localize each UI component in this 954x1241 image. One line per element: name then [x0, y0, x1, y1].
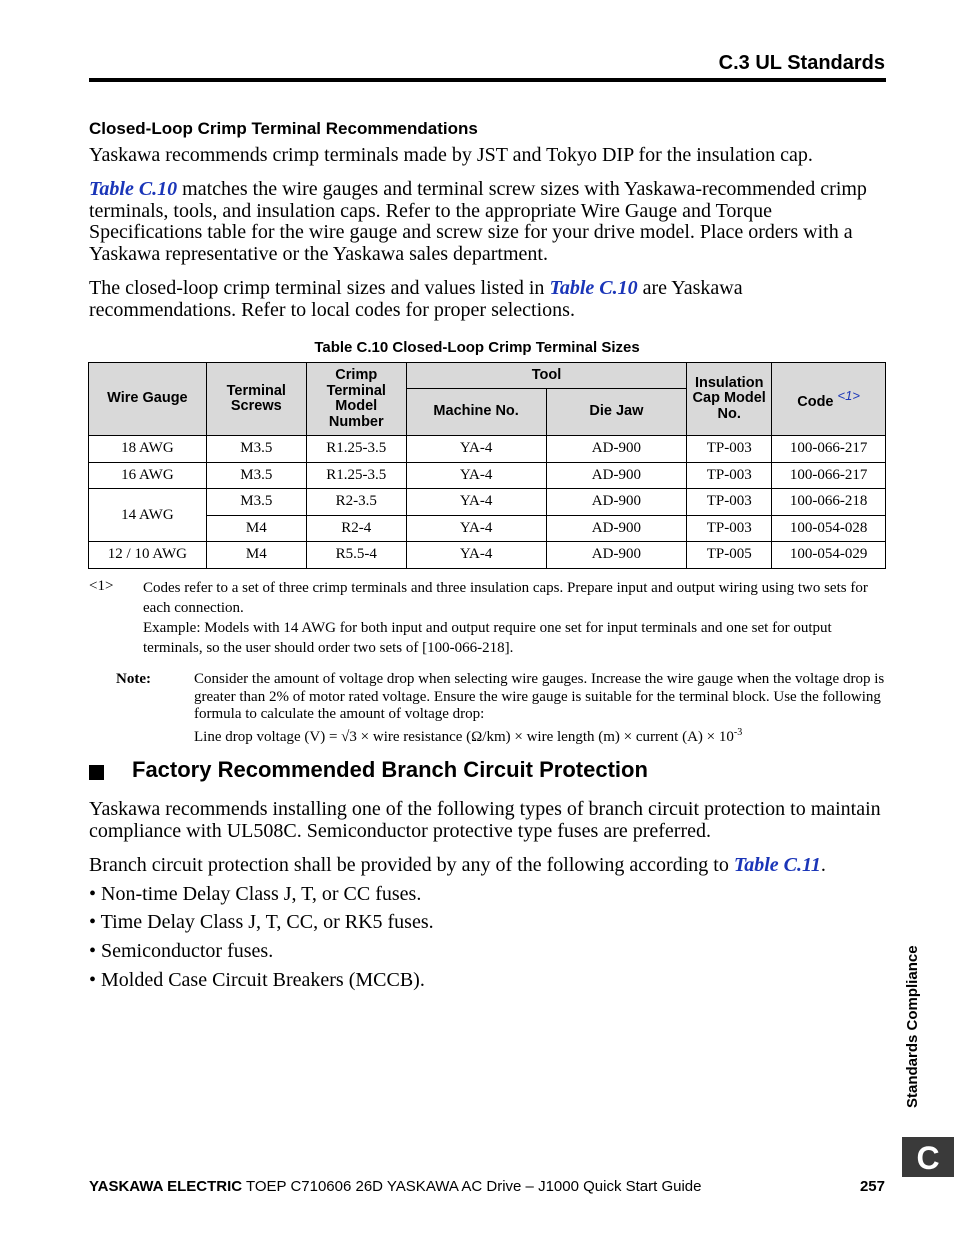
cell-cap: TP-003 — [687, 515, 772, 542]
footer-doc: TOEP C710606 26D YASKAWA AC Drive – J1000 Quick Start Guide — [242, 1178, 702, 1195]
page-header-title: C.3 UL Standards — [718, 52, 885, 74]
header-die-jaw: Die Jaw — [546, 389, 687, 436]
list-item: • Semiconductor fuses. — [89, 940, 274, 962]
footer-document-info — [89, 1178, 701, 1195]
cell-machine: YA-4 — [406, 515, 546, 542]
note-label: Note: — [116, 671, 151, 687]
chapter-tab[interactable]: C — [902, 1137, 954, 1177]
note-body: Consider the amount of voltage drop when selecting wire gauges. Increase the wire gauge when the voltage drop is greater than 2% of motor rated voltage. Ensure the wire gauge is suitable for the terminal block. Use the following formula to calculate the amount of voltage drop: — [194, 671, 885, 722]
list-item: • Non-time Delay Class J, T, or CC fuses. — [89, 883, 422, 905]
table-reference-paragraph — [89, 179, 889, 265]
header-wire-gauge: Wire Gauge — [89, 363, 207, 436]
section-heading: Closed-Loop Crimp Terminal Recommendations — [89, 119, 478, 138]
cell-crimp: R5.5-4 — [306, 542, 406, 569]
cell-machine: YA-4 — [406, 462, 546, 489]
cell-die: AD-900 — [546, 489, 687, 516]
recommendation-paragraph — [89, 278, 889, 321]
header-machine-no: Machine No. — [406, 389, 546, 436]
cell-cap: TP-003 — [687, 462, 772, 489]
footnote-text: Codes refer to a set of three crimp terminals and three insulation caps. Prepare input and output wiring using two sets for each connection. — [143, 580, 868, 616]
cell-die: AD-900 — [546, 542, 687, 569]
paragraph-text: Branch circuit protection shall be provided by any of the following according to — [89, 854, 734, 876]
list-item: • Time Delay Class J, T, CC, or RK5 fuses. — [89, 911, 434, 933]
cell-die: AD-900 — [546, 436, 687, 463]
header-terminal-screws: Terminal Screws — [206, 363, 306, 436]
formula-text: 3 × wire resistance (Ω/km) × wire length (m) × current (A) × 10 — [349, 728, 734, 745]
cell-cap: TP-003 — [687, 489, 772, 516]
section-square-bullet-icon — [89, 765, 104, 780]
sqrt-symbol: √ — [341, 728, 350, 745]
cell-gauge: 18 AWG — [89, 436, 207, 463]
cell-cap: TP-003 — [687, 436, 772, 463]
intro-paragraph: Yaskawa recommends crimp terminals made by JST and Tokyo DIP for the insulation cap. — [89, 144, 813, 166]
section2-heading: Factory Recommended Branch Circuit Protection — [132, 757, 648, 782]
branch-protection-reference — [89, 855, 889, 877]
cell-gauge: 16 AWG — [89, 462, 207, 489]
note-text — [194, 671, 894, 746]
cell-screw: M4 — [206, 542, 306, 569]
page-number: 257 — [859, 1178, 885, 1195]
cell-code: 100-066-217 — [772, 436, 886, 463]
cell-machine: YA-4 — [406, 489, 546, 516]
cell-screw: M4 — [206, 515, 306, 542]
paragraph-text: . — [820, 854, 826, 876]
footnote-example: Example: Models with 14 AWG for both input and output require one set for input terminals and one set for output terminals, so the user should order two sets of [100-066-218]. — [143, 620, 832, 656]
header-tool: Tool — [406, 363, 686, 389]
cell-crimp: R1.25-3.5 — [306, 462, 406, 489]
table-row — [89, 462, 886, 489]
header-crimp-model: Crimp Terminal Model Number — [306, 363, 406, 436]
table-row — [89, 515, 886, 542]
cell-code: 100-066-217 — [772, 462, 886, 489]
cell-crimp: R1.25-3.5 — [306, 436, 406, 463]
table-row — [89, 489, 886, 516]
cell-crimp: R2-3.5 — [306, 489, 406, 516]
paragraph-text: The closed-loop crimp terminal sizes and values listed in — [89, 277, 550, 299]
branch-protection-paragraph: Yaskawa recommends installing one of the following types of branch circuit protection to maintain compliance with UL508C. Semiconductor protective type fuses are preferred. — [89, 798, 881, 842]
cell-screw: M3.5 — [206, 489, 306, 516]
table-caption: Table C.10 Closed-Loop Crimp Terminal Sizes — [314, 339, 640, 356]
header-code — [772, 363, 886, 436]
crimp-terminal-table — [88, 362, 886, 569]
paragraph-text: matches the wire gauges and terminal screw sizes with Yaskawa-recommended crimp terminals, tools, and insulation caps. Refer to the appropriate Wire Gauge and Torque Specifications table for the wire gauge and screw size for your drive model. Place orders with a Yaskawa representative or the Yaskawa sales department. — [89, 178, 867, 265]
cell-cap: TP-005 — [687, 542, 772, 569]
code-footnote-link[interactable]: <1> — [837, 387, 860, 403]
cell-gauge: 12 / 10 AWG — [89, 542, 207, 569]
cell-die: AD-900 — [546, 515, 687, 542]
header-rule — [89, 78, 886, 82]
table-c10-link[interactable]: Table C.10 — [549, 277, 638, 299]
table-c11-link[interactable]: Table C.11 — [733, 854, 821, 876]
cell-die: AD-900 — [546, 462, 687, 489]
cell-code: 100-066-218 — [772, 489, 886, 516]
table-c10-link[interactable]: Table C.10 — [89, 178, 178, 200]
formula-exponent: -3 — [733, 726, 743, 738]
list-item: • Molded Case Circuit Breakers (MCCB). — [89, 969, 425, 991]
paragraph-text: are Yaskawa recommendations. Refer to local codes for proper selections. — [89, 277, 743, 321]
cell-machine: YA-4 — [406, 542, 546, 569]
table-row — [89, 436, 886, 463]
cell-code: 100-054-028 — [772, 515, 886, 542]
cell-gauge: 14 AWG — [89, 489, 207, 542]
cell-code: 100-054-029 — [772, 542, 886, 569]
footer-brand: YASKAWA ELECTRIC — [89, 1178, 243, 1195]
side-tab-label: Standards Compliance — [904, 945, 921, 1108]
cell-screw: M3.5 — [206, 436, 306, 463]
cell-screw: M3.5 — [206, 462, 306, 489]
footnote-label: <1> — [89, 578, 114, 594]
formula-text: Line drop voltage (V) = — [194, 728, 342, 745]
cell-machine: YA-4 — [406, 436, 546, 463]
header-insulation-cap: Insulation Cap Model No. — [687, 363, 772, 436]
header-code-label: Code — [797, 393, 834, 410]
table-row — [89, 542, 886, 569]
cell-crimp: R2-4 — [306, 515, 406, 542]
